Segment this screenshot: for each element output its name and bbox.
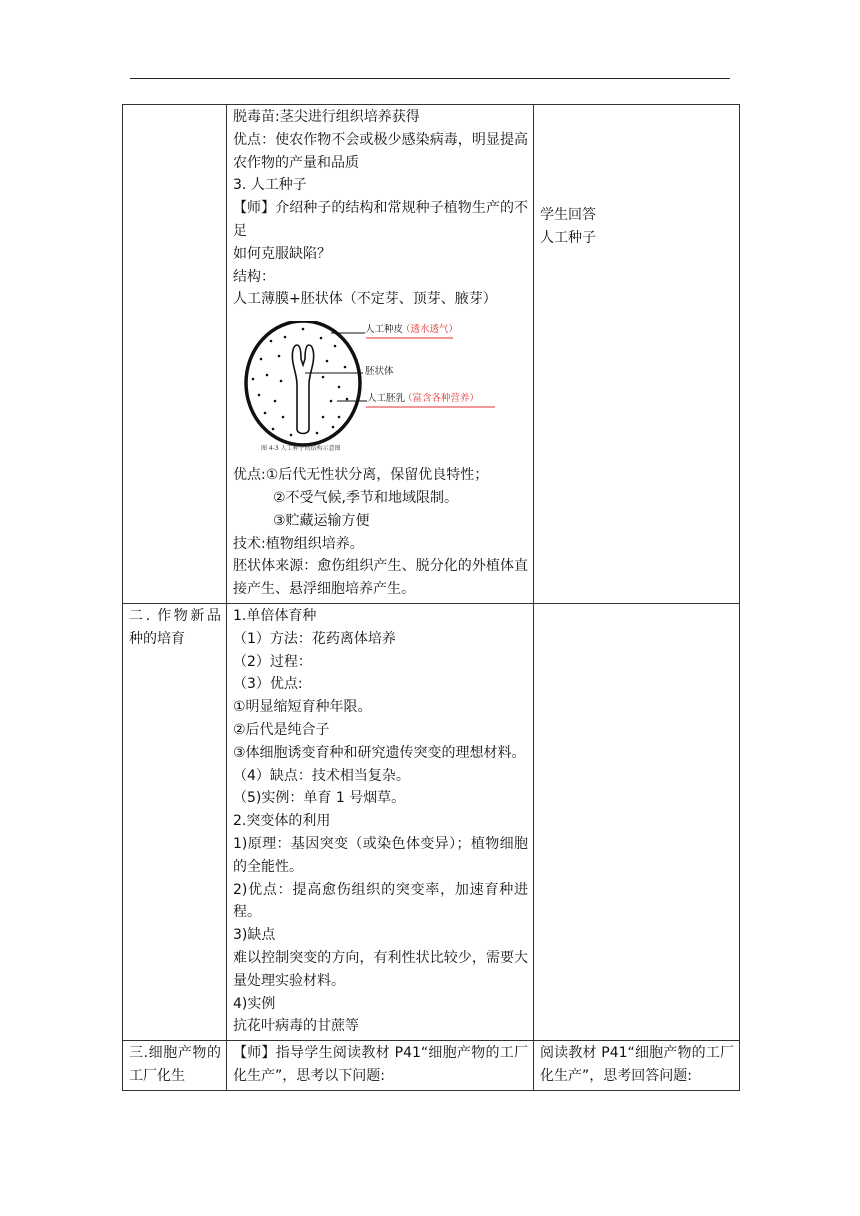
text-line: 优点：使农作物不会或极少感染病毒，明显提高农作物的产量和品质 [233, 131, 528, 171]
section-title: 三.细胞产物的工厂化生 [129, 1045, 221, 1084]
teaching-content-cell [227, 105, 534, 604]
lesson-plan-table [122, 104, 740, 1091]
teaching-content-cell [227, 603, 534, 1040]
text-line: 阅读教材 P41“细胞产物的工厂化生产”，思考回答问题: [540, 1045, 734, 1084]
text-line: 3)缺点 [233, 927, 276, 944]
student-activity-cell-empty [534, 603, 740, 1040]
label-artificial-seed-coat: 人工种皮 [365, 324, 404, 336]
text-line: 【师】介绍种子的结构和常规种子植物生产的不足 [233, 200, 528, 239]
text-line: 技术:植物组织培养。 [233, 535, 364, 552]
seed-diagram-svg [239, 321, 519, 456]
figure-caption: 图 4-3 人工种子的结构示意图 [261, 445, 341, 453]
text-line: ③贮藏运输方便 [273, 512, 370, 529]
section-title-cell [123, 1041, 227, 1091]
text-line: 优点:①后代无性状分离，保留优良特性； [233, 467, 489, 484]
header-rule [130, 78, 730, 79]
student-activity-cell [534, 105, 740, 604]
artificial-seed-diagram [239, 321, 519, 456]
text-line: （4）缺点：技术相当复杂。 [233, 767, 410, 784]
teaching-content-cell [227, 1041, 534, 1091]
text-line: 3. 人工种子 [233, 177, 307, 194]
label-artificial-endosperm: 人工胚乳 [367, 393, 406, 405]
text-line: 结构： [233, 268, 275, 285]
section-cell-empty [123, 105, 227, 604]
text-line: （2）过程： [233, 653, 312, 670]
text-line: （3）优点: [233, 676, 303, 693]
text-line: 胚状体来源：愈伤组织产生、脱分化的外植体直接产生、悬浮细胞培养产生。 [233, 558, 528, 598]
text-line: 1)原理：基因突变（或染色体变异）；植物细胞的全能性。 [233, 835, 528, 875]
text-line: 学生回答 [540, 207, 596, 223]
text-line: ①明显缩短育种年限。 [233, 699, 372, 716]
label-endosperm-note: （富含各种营养） [403, 393, 480, 405]
text-line: 脱毒苗:茎尖进行组织培养获得 [233, 109, 420, 125]
text-line: 人工薄膜+胚状体（不定芽、顶芽、腋芽） [233, 291, 497, 308]
table-row [123, 603, 740, 1040]
text-line: 2)优点：提高愈伤组织的突变率，加速育种进程。 [233, 881, 528, 921]
text-line: ②不受气候,季节和地域限制。 [273, 489, 459, 506]
text-line: 2.突变体的利用 [233, 813, 331, 830]
spacer [540, 106, 734, 204]
text-line: 【师】指导学生阅读教材 P41“细胞产物的工厂化生产”，思考以下问题: [233, 1045, 528, 1084]
table-row [123, 105, 740, 604]
text-line: 如何克服缺陷？ [233, 245, 331, 262]
student-activity-cell [534, 1041, 740, 1091]
text-line: 抗花叶病毒的甘蔗等 [233, 1018, 359, 1035]
text-line: ②后代是纯合子 [233, 721, 330, 738]
text-line: 难以控制突变的方向，有利性状比较少，需要大量处理实验材料。 [233, 949, 528, 989]
text-line: 人工种子 [540, 229, 596, 246]
section-title-cell [123, 603, 227, 1040]
text-line: 1.单倍体育种 [233, 607, 317, 624]
text-line: （5)实例：单育 1 号烟草。 [233, 790, 406, 807]
label-embryoid: 胚状体 [365, 366, 394, 378]
section-title: 二. 作物新品种的培育 [129, 607, 221, 647]
text-line: （1）方法：花药离体培养 [233, 630, 396, 647]
table-row [123, 1041, 740, 1091]
text-line: 4)实例 [233, 995, 276, 1012]
text-line: ③体细胞诱变育种和研究遗传突变的理想材料。 [233, 744, 526, 761]
label-seed-coat-note: （透水透气） [401, 324, 459, 336]
